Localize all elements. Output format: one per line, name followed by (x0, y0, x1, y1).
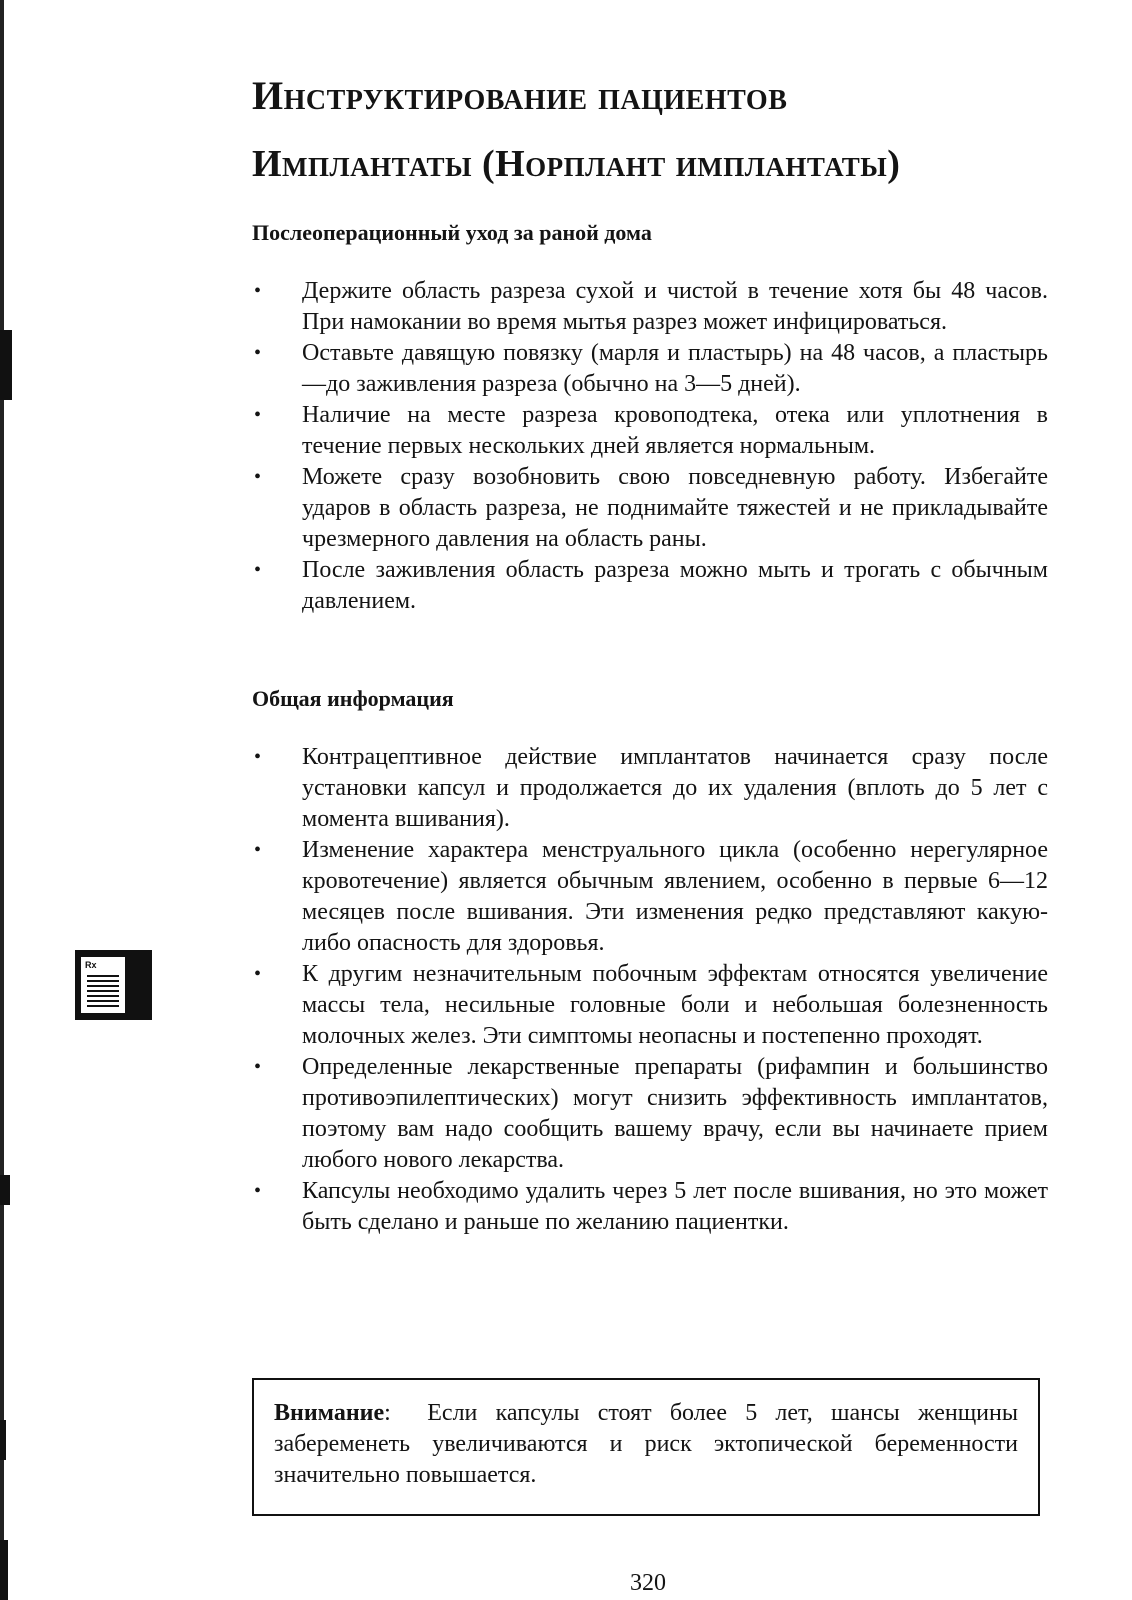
list-item-text: Держите область разреза сухой и чистой в течение хотя бы 48 часов. При намокании во время мытья разрез может инфицироваться. (302, 278, 1048, 335)
page-number: 320 (630, 1570, 666, 1596)
bullet-icon: • (254, 746, 262, 768)
list-item (252, 555, 1048, 617)
prescription-sheet-icon (81, 957, 125, 1013)
list-item-text: Оставьте давящую повязку (марля и пластырь) на 48 часов, а пластырь—до заживления разреза (обычно на 3—5 дней). (302, 340, 1048, 397)
notice-text: Если капсулы стоят более 5 лет, шансы женщины забеременеть увеличиваются и риск эктопической беременности значительно повышается. (274, 1400, 1018, 1488)
list-item-text: Изменение характера менструального цикла (особенно нерегулярное кровотечение) является обычным явлением, особенно в первые 6—12 месяцев после вшивания. Эти изменения редко представляют какую-либо опасность для здоровья. (302, 837, 1048, 956)
notice-label: Внимание (274, 1400, 385, 1426)
rx-document-icon (75, 950, 152, 1020)
section-heading-wound-care: Послеоперационный уход за раной дома (252, 220, 652, 245)
list-item-text: Капсулы необходимо удалить через 5 лет после вшивания, но это может быть сделано и раньше по желанию пациентки. (302, 1178, 1048, 1235)
bullet-icon: • (254, 466, 262, 488)
list-item-text: К другим незначительным побочным эффектам относятся увеличение массы тела, несильные головные боли и небольшая болезненность молочных желез. Эти симптомы неопасны и постепенно проходят. (302, 961, 1048, 1049)
bullet-icon: • (254, 839, 262, 861)
notice-colon: : (384, 1400, 428, 1426)
bullet-icon: • (254, 559, 262, 581)
warning-notice-box (252, 1378, 1040, 1516)
list-item-text: Контрацептивное действие имплантатов начинается сразу после установки капсул и продолжается до их удаления (вплоть до 5 лет с момента вшивания). (302, 744, 1048, 832)
list-item (252, 742, 1048, 835)
list-item (252, 1176, 1048, 1238)
list-item (252, 1052, 1048, 1176)
general-info-list (252, 742, 1048, 1238)
list-item-text: Наличие на месте разреза кровоподтека, отека или уплотнения в течение первых нескольких дней является нормальным. (302, 402, 1048, 459)
bullet-icon: • (254, 404, 262, 426)
bullet-icon: • (254, 1056, 262, 1078)
list-item (252, 835, 1048, 959)
page-title: Инструктирование пациентов (252, 73, 788, 118)
wound-care-list (252, 276, 1048, 617)
section-heading-general-info: Общая информация (252, 686, 454, 711)
list-item (252, 276, 1048, 338)
list-item (252, 400, 1048, 462)
list-item-text: Определенные лекарственные препараты (рифампин и большинство противоэпилептических) могут снизить эффективность имплантатов, поэтому вам надо сообщить вашему врачу, если вы начинаете прием любого нового лекарства. (302, 1054, 1048, 1173)
page-subtitle: Имплантаты (Норплант имплантаты) (252, 143, 901, 185)
list-item (252, 338, 1048, 400)
rx-label: Rx (85, 960, 97, 970)
list-item-text: После заживления область разреза можно мыть и трогать с обычным давлением. (302, 557, 1048, 614)
bullet-icon: • (254, 963, 262, 985)
scan-edge-artifact (0, 0, 14, 1600)
list-item-text: Можете сразу возобновить свою повседневную работу. Избегайте ударов в область разреза, не поднимайте тяжестей и не прикладывайте чрезмерного давления на область раны. (302, 464, 1048, 552)
list-item (252, 959, 1048, 1052)
list-item (252, 462, 1048, 555)
bullet-icon: • (254, 280, 262, 302)
bullet-icon: • (254, 342, 262, 364)
bullet-icon: • (254, 1180, 262, 1202)
